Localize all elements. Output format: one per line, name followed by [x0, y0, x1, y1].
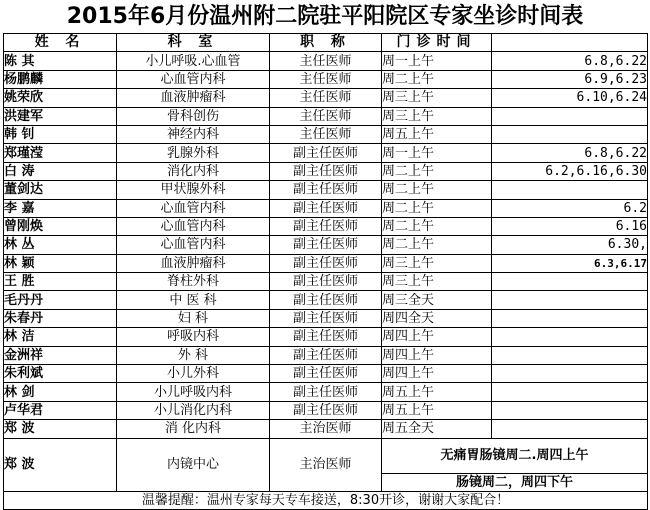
clinic-day: 周一上午: [382, 52, 492, 70]
clinic-day: 周四上午: [382, 365, 492, 383]
job-title: 主治医师: [270, 420, 382, 438]
clinic-day: 周四上午: [382, 328, 492, 346]
table-row: [4, 401, 648, 419]
clinic-dates: [492, 383, 648, 401]
endoscopy-schedule-2: 肠镜周二，周四下午: [382, 473, 648, 491]
doctor-name: 郑 波: [4, 420, 117, 438]
table-row: [4, 254, 648, 272]
clinic-dates: [492, 273, 648, 291]
clinic-day: 周三上午: [382, 273, 492, 291]
clinic-day: 周五上午: [382, 401, 492, 419]
clinic-dates: [492, 346, 648, 364]
clinic-dates: 6.9,6.23: [492, 70, 648, 88]
department: 呼吸内科: [117, 328, 270, 346]
job-title: 副主任医师: [270, 181, 382, 199]
doctor-name: 姚荣欣: [4, 89, 117, 107]
table-row: [4, 383, 648, 401]
department: 妇 科: [117, 309, 270, 327]
clinic-day: 周四全天: [382, 309, 492, 327]
doctor-name: 韩 钊: [4, 125, 117, 143]
clinic-dates: [492, 328, 648, 346]
department: 小儿外科: [117, 365, 270, 383]
job-title: 主任医师: [270, 89, 382, 107]
clinic-dates: 6.2: [492, 199, 648, 217]
doctor-name: 郑瑾滢: [4, 144, 117, 162]
clinic-day: 周一上午: [382, 144, 492, 162]
department: 中 医 科: [117, 291, 270, 309]
clinic-day: 周二上午: [382, 181, 492, 199]
job-title: 副主任医师: [270, 217, 382, 235]
clinic-day: 周五上午: [382, 383, 492, 401]
clinic-dates: 6.8,6.22: [492, 144, 648, 162]
clinic-day: 周五上午: [382, 125, 492, 143]
department: 心血管内科: [117, 199, 270, 217]
header-dept: 科 室: [117, 34, 270, 52]
job-title: 副主任医师: [270, 273, 382, 291]
department: 消化内科: [117, 162, 270, 180]
department: 甲状腺外科: [117, 181, 270, 199]
job-title: 副主任医师: [270, 236, 382, 254]
job-title: 副主任医师: [270, 383, 382, 401]
department: 心血管内科: [117, 217, 270, 235]
clinic-dates: [492, 291, 648, 309]
job-title: 副主任医师: [270, 365, 382, 383]
doctor-name: 金洲祥: [4, 346, 117, 364]
job-title: 副主任医师: [270, 291, 382, 309]
clinic-dates: [492, 181, 648, 199]
job-title: 副主任医师: [270, 401, 382, 419]
footer-note: 温馨提醒：温州专家每天专车接送，8:30开诊，谢谢大家配合！: [4, 491, 648, 509]
job-title: 主治医师: [270, 438, 382, 491]
department: 脊柱外科: [117, 273, 270, 291]
department: 消 化内科: [117, 420, 270, 438]
doctor-name: 林 剑: [4, 383, 117, 401]
table-row: [4, 70, 648, 88]
clinic-day: 周二上午: [382, 70, 492, 88]
doctor-name: 郑 波: [4, 438, 117, 491]
department: 心血管内科: [117, 70, 270, 88]
doctor-name: 白 涛: [4, 162, 117, 180]
schedule-table: [3, 33, 648, 510]
doctor-name: 陈 其: [4, 52, 117, 70]
clinic-dates: [492, 401, 648, 419]
clinic-day: 周五全天: [382, 420, 492, 438]
page-title: 2015年6月份温州附二院驻平阳院区专家坐诊时间表: [66, 4, 584, 29]
clinic-day: 周三上午: [382, 254, 492, 272]
clinic-day: 周四上午: [382, 346, 492, 364]
table-row: [4, 107, 648, 125]
department: 内镜中心: [117, 438, 270, 491]
job-title: 主任医师: [270, 107, 382, 125]
header-time: 门诊时间: [382, 34, 492, 52]
job-title: 副主任医师: [270, 328, 382, 346]
clinic-dates: [492, 309, 648, 327]
clinic-day: 周三全天: [382, 291, 492, 309]
job-title: 主任医师: [270, 125, 382, 143]
job-title: 副主任医师: [270, 199, 382, 217]
doctor-name: 李 嘉: [4, 199, 117, 217]
doctor-name: 朱利斌: [4, 365, 117, 383]
clinic-day: 周二上午: [382, 217, 492, 235]
table-row: [4, 89, 648, 107]
clinic-dates: 6.30,: [492, 236, 648, 254]
doctor-name: 曾刚焕: [4, 217, 117, 235]
clinic-day: 周三上午: [382, 107, 492, 125]
table-row: [4, 291, 648, 309]
table-row: [4, 273, 648, 291]
clinic-dates: [492, 107, 648, 125]
department: 乳腺外科: [117, 144, 270, 162]
schedule-rows: [4, 52, 648, 438]
table-row: [4, 365, 648, 383]
clinic-dates: [492, 125, 648, 143]
table-row: [4, 328, 648, 346]
table-row: [4, 181, 648, 199]
department: 外 科: [117, 346, 270, 364]
clinic-dates: 6.8,6.22: [492, 52, 648, 70]
clinic-day: 周二上午: [382, 199, 492, 217]
job-title: 主任医师: [270, 70, 382, 88]
header-title: 职 称: [270, 34, 382, 52]
clinic-dates: 6.16: [492, 217, 648, 235]
table-row: [4, 236, 648, 254]
doctor-name: 卢华君: [4, 401, 117, 419]
clinic-dates: 6.2,6.16,6.30: [492, 162, 648, 180]
job-title: 副主任医师: [270, 162, 382, 180]
doctor-name: 董剑达: [4, 181, 117, 199]
department: 神经内科: [117, 125, 270, 143]
clinic-dates: 6.3,6.17: [492, 254, 648, 272]
table-row: [4, 346, 648, 364]
job-title: 主任医师: [270, 52, 382, 70]
table-row: [4, 162, 648, 180]
doctor-name: 毛丹丹: [4, 291, 117, 309]
header-row: [4, 34, 648, 52]
department: 血液肿瘤科: [117, 89, 270, 107]
doctor-name: 王 胜: [4, 273, 117, 291]
department: 小儿消化内科: [117, 401, 270, 419]
table-row: [4, 52, 648, 70]
department: 小儿呼吸.心血管: [117, 52, 270, 70]
header-name: 姓 名: [4, 34, 117, 52]
clinic-day: 周三上午: [382, 89, 492, 107]
header-dates: [492, 34, 648, 52]
department: 心血管内科: [117, 236, 270, 254]
department: 骨科创伤: [117, 107, 270, 125]
endoscopy-row: [4, 438, 648, 473]
doctor-name: 林 洁: [4, 328, 117, 346]
job-title: 副主任医师: [270, 144, 382, 162]
clinic-day: 周二上午: [382, 236, 492, 254]
doctor-name: 林 丛: [4, 236, 117, 254]
table-row: [4, 420, 648, 438]
department: 血液肿瘤科: [117, 254, 270, 272]
clinic-dates: [492, 365, 648, 383]
clinic-dates: 6.10,6.24: [492, 89, 648, 107]
doctor-name: 林 颖: [4, 254, 117, 272]
table-row: [4, 144, 648, 162]
clinic-day: 周二上午: [382, 162, 492, 180]
doctor-name: 朱春丹: [4, 309, 117, 327]
job-title: 副主任医师: [270, 346, 382, 364]
table-row: [4, 199, 648, 217]
endoscopy-schedule-1: 无痛胃肠镜周二.周四上午: [382, 438, 648, 473]
doctor-name: 洪建军: [4, 107, 117, 125]
table-row: [4, 217, 648, 235]
department: 小儿呼吸内科: [117, 383, 270, 401]
clinic-dates: [492, 420, 648, 438]
job-title: 副主任医师: [270, 254, 382, 272]
table-row: [4, 309, 648, 327]
doctor-name: 杨鹏麟: [4, 70, 117, 88]
footer-row: [4, 491, 648, 509]
table-row: [4, 125, 648, 143]
job-title: 副主任医师: [270, 309, 382, 327]
